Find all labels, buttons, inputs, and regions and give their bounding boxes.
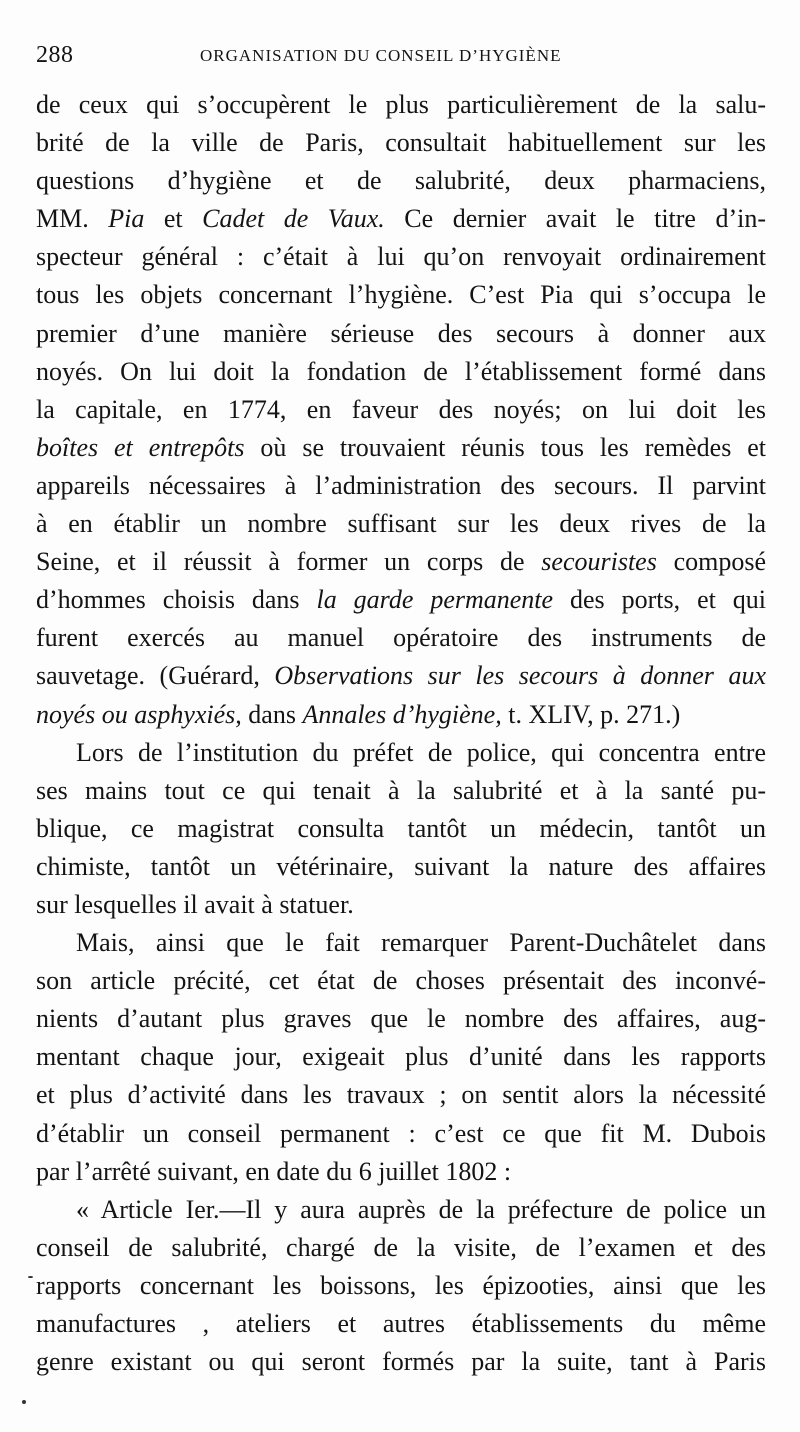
print-speck xyxy=(28,1276,33,1278)
text-line xyxy=(36,1038,766,1076)
text-line xyxy=(36,619,766,657)
text-line xyxy=(36,924,766,962)
italic-text: secouristes xyxy=(541,547,657,577)
text-segment: ses mains tout ce qui tenait à la salubrité et à la santé pu- xyxy=(36,775,766,805)
text-line xyxy=(36,848,766,886)
text-line xyxy=(36,276,766,314)
text-segment: Lors de l’institution du préfet de police, qui concentra entre xyxy=(76,737,766,767)
text-segment: MM. xyxy=(36,204,109,234)
text-segment: d’hommes choisis dans xyxy=(36,585,317,615)
text-line xyxy=(36,810,766,848)
italic-text: noyés ou asphyxiés, xyxy=(36,699,242,729)
text-segment: des ports, et qui xyxy=(553,585,766,615)
text-line xyxy=(36,1076,766,1114)
text-line xyxy=(36,657,766,695)
text-segment: « Article Ier.—Il y aura auprès de la préfecture de police un xyxy=(76,1194,766,1224)
text-line xyxy=(36,1191,766,1229)
text-line xyxy=(36,543,766,581)
text-line xyxy=(36,772,766,810)
text-segment: Ce dernier avait le titre d’in- xyxy=(384,204,767,234)
text-line xyxy=(36,467,766,505)
text-line xyxy=(36,315,766,353)
italic-text: Pia xyxy=(108,204,145,234)
text-line xyxy=(36,124,766,162)
text-segment: questions d’hygiène et de salubrité, deux pharmaciens, xyxy=(36,166,766,196)
text-line xyxy=(36,505,766,543)
text-segment: blique, ce magistrat consulta tantôt un médecin, tantôt un xyxy=(36,813,766,843)
text-segment: et plus d’activité dans les travaux ; on sentit alors la nécessité xyxy=(36,1080,766,1110)
text-line xyxy=(36,581,766,619)
text-segment: premier d’une manière sérieuse des secours à donner aux xyxy=(36,318,766,348)
text-segment: noyés. On lui doit la fondation de l’établissement formé dans xyxy=(36,356,766,386)
text-line xyxy=(36,86,766,124)
italic-text: Annales d’hygiène, xyxy=(302,699,502,729)
text-segment: son article précité, cet état de choses présentait des inconvé- xyxy=(36,966,766,996)
text-line xyxy=(36,429,766,467)
running-head xyxy=(36,42,764,76)
text-line xyxy=(36,1343,766,1381)
text-segment: sur lesquelles il avait à statuer. xyxy=(36,889,354,919)
text-segment: t. XLIV, p. 271.) xyxy=(501,699,681,729)
text-segment: et xyxy=(144,204,203,234)
text-segment: par l’arrêté suivant, en date du 6 juillet 1802 : xyxy=(36,1156,512,1186)
text-line xyxy=(36,200,766,238)
text-line xyxy=(36,353,766,391)
text-segment: Mais, ainsi que le fait remarquer Parent-Duchâtelet dans xyxy=(76,928,766,958)
text-segment: où se trouvaient réunis tous les remèdes et xyxy=(244,432,767,462)
text-line xyxy=(36,1229,766,1267)
text-line xyxy=(36,962,766,1000)
page-number: 288 xyxy=(36,42,74,68)
text-segment: conseil de salubrité, chargé de la visite, de l’examen et des xyxy=(36,1232,766,1262)
text-segment: appareils nécessaires à l’administration des secours. Il parvint xyxy=(36,470,766,500)
text-line xyxy=(36,1153,766,1191)
text-segment: rapports concernant les boissons, les épizooties, ainsi que les xyxy=(36,1270,766,1300)
text-segment: dans xyxy=(241,699,303,729)
text-segment: tous les objets concernant l’hygiène. C’est Pia qui s’occupa le xyxy=(36,280,766,310)
text-segment: à en établir un nombre suffisant sur les deux rives de la xyxy=(36,509,766,539)
text-segment: d’établir un conseil permanent : c’est ce que fit M. Dubois xyxy=(36,1118,766,1148)
italic-text: Observations sur les secours à donner aux xyxy=(274,661,766,691)
text-line xyxy=(36,1000,766,1038)
body-text xyxy=(36,86,766,1381)
print-speck xyxy=(22,1400,26,1404)
text-segment: composé xyxy=(656,547,767,577)
text-segment: nients d’autant plus graves que le nombre des affaires, aug- xyxy=(36,1004,766,1034)
text-segment: manufactures , ateliers et autres établissements du même xyxy=(36,1309,766,1338)
italic-text: la garde permanente xyxy=(316,585,554,615)
italic-text: Cadet de Vaux. xyxy=(202,204,385,234)
text-segment: la capitale, en 1774, en faveur des noyés; on lui doit les xyxy=(36,394,766,424)
text-line xyxy=(36,696,766,734)
text-line xyxy=(36,1115,766,1153)
text-segment: furent exercés au manuel opératoire des instruments de xyxy=(36,623,766,653)
text-segment: sauvetage. (Guérard, xyxy=(36,661,275,691)
text-segment: Seine, et il réussit à former un corps de xyxy=(36,547,542,577)
text-line xyxy=(36,886,766,924)
text-line xyxy=(36,1305,766,1343)
running-title: ORGANISATION DU CONSEIL D’HYGIÈNE xyxy=(200,46,562,65)
text-line xyxy=(36,238,766,276)
italic-text: boîtes et entrepôts xyxy=(36,432,245,462)
text-line xyxy=(36,391,766,429)
text-segment: brité de la ville de Paris, consultait habituellement sur les xyxy=(36,128,766,158)
text-segment: chimiste, tantôt un vétérinaire, suivant la nature des affaires xyxy=(36,851,766,881)
text-segment: de ceux qui s’occupèrent le plus particulièrement de la salu- xyxy=(36,90,766,119)
text-segment: genre existant ou qui seront formés par la suite, tant à Paris xyxy=(36,1347,766,1377)
text-line xyxy=(36,162,766,200)
text-line xyxy=(36,734,766,772)
text-segment: mentant chaque jour, exigeait plus d’unité dans les rapports xyxy=(36,1042,766,1072)
text-segment: specteur général : c’était à lui qu’on renvoyait ordinairement xyxy=(36,242,766,272)
text-line xyxy=(36,1267,766,1305)
